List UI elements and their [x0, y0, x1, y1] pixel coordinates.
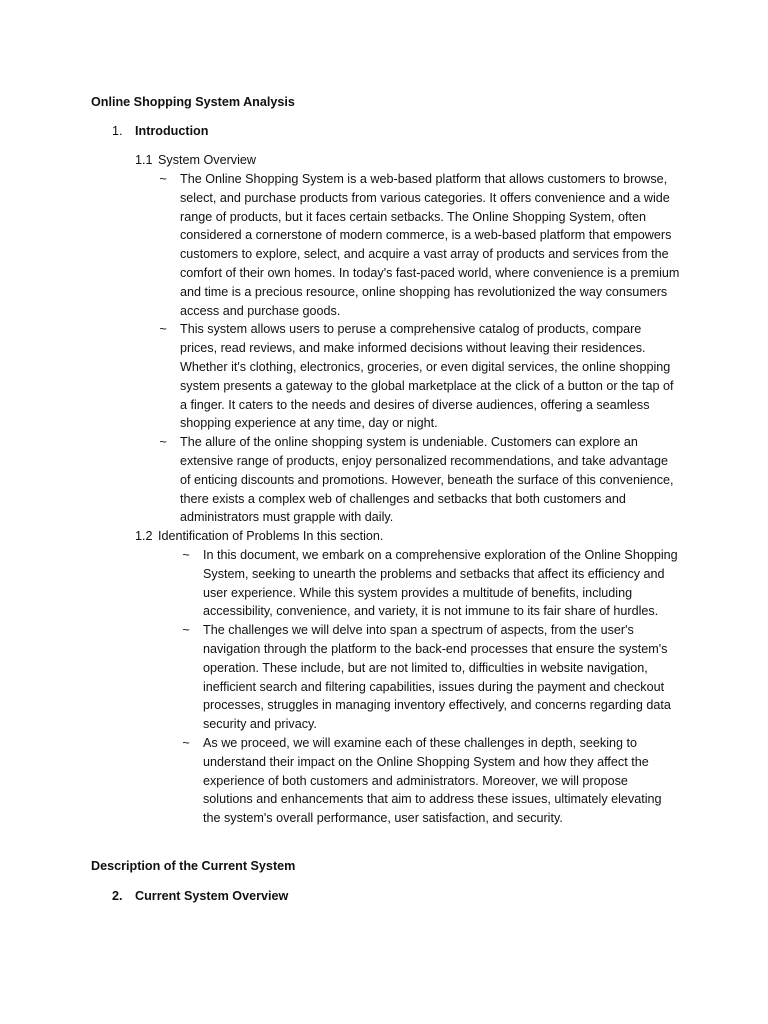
system-overview-bullets	[159, 170, 680, 527]
identification-bullets	[182, 546, 681, 828]
list-item	[159, 433, 680, 527]
bullet-marker: ~	[182, 548, 190, 562]
list-item	[159, 320, 680, 433]
list-item	[182, 734, 681, 828]
current-system-heading: Description of the Current System	[91, 859, 296, 873]
bullet-marker: ~	[182, 735, 190, 750]
bullet-text: The allure of the online shopping system is undeniable. Customers can explore an extensive range of products, enjoy personalized recommendations, and take advantage of enticing discounts and promotions. However, beneath the surface of this convenience, there exists a complex web of challenges and setbacks that both customers and administrators must grapple with daily.	[180, 435, 674, 525]
bullet-marker: ~	[159, 435, 167, 450]
bullet-text: As we proceed, we will examine each of these challenges in depth, seeking to understand their impact on the Online Shopping System and how they affect the experience of both customers and administrators. Moreover, we will propose solutions and enhancements that aim to address these issues, ultimately elevating the system's overall performance, user satisfaction, and security.	[203, 735, 662, 826]
subsection-heading: Identification of Problems In this section.	[158, 529, 384, 543]
bullet-text: This system allows users to peruse a comprehensive catalog of products, compare prices, read reviews, and make informed decisions without leaving their residences. Whether it's clothing, electronics, groceries, or even digital services, the online shopping system presents a gateway to the global marketplace at the click of a button or the tap of a finger. It caters to the needs and desires of diverse audiences, offering a seamless shopping experience at any time, day or night.	[180, 322, 674, 431]
bullet-text: The challenges we will delve into span a spectrum of aspects, from the user's navigation through the platform to the back-end processes that ensure the system's operation. These include, but are not limited to, difficulties in website navigation, inefficient search and filtering capabilities, issues during the payment and checkout processes, struggles in managing inventory effectively, and concerns regarding data security and privacy.	[203, 623, 671, 732]
list-item	[182, 546, 681, 621]
section-heading: Introduction	[135, 124, 209, 138]
subsection-number: 1.2	[135, 529, 153, 543]
section-introduction	[112, 122, 208, 141]
subsection-heading: System Overview	[158, 153, 256, 167]
section-current-overview	[112, 887, 288, 906]
bullet-text: In this document, we embark on a comprehensive exploration of the Online Shopping System, seeking to unearth the problems and setbacks that affect its efficiency and user experience. While this system provides a multitude of benefits, including accessibility, convenience, and variety, it is not immune to its fair share of hurdles.	[203, 548, 678, 619]
bullet-marker: ~	[159, 172, 167, 186]
list-item	[182, 621, 681, 734]
subsection-number: 1.1	[135, 153, 153, 167]
section-number: 2.	[112, 889, 123, 903]
section-heading: Current System Overview	[135, 889, 289, 903]
bullet-marker: ~	[159, 322, 167, 337]
document-title: Online Shopping System Analysis	[91, 95, 295, 109]
subsection-system-overview	[135, 151, 256, 170]
subsection-identification	[135, 527, 383, 546]
bullet-marker: ~	[182, 623, 190, 638]
section-number: 1.	[112, 124, 123, 138]
list-item	[159, 170, 680, 320]
bullet-text: The Online Shopping System is a web-based platform that allows customers to browse, select, and purchase products from various categories. It offers convenience and a wide range of products, but it faces certain setbacks. The Online Shopping System, often considered a cornerstone of modern commerce, is a web-based platform that empowers customers to explore, select, and acquire a vast array of products and services from the comfort of their own homes. In today's fast-paced world, where convenience is a premium and time is a precious resource, online shopping has revolutionized the way consumers access and purchase goods.	[180, 172, 680, 318]
